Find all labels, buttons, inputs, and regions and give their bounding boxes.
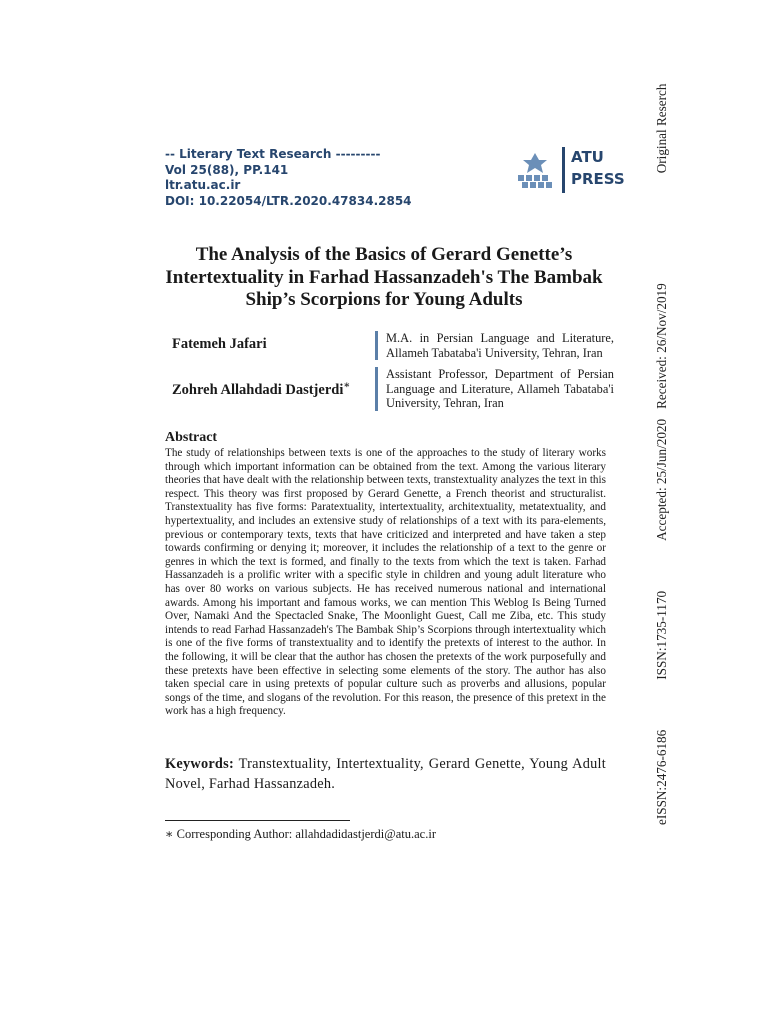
keywords [165, 754, 606, 794]
logo-divider [562, 147, 565, 193]
accepted-date: Accepted: 25/Jun/2020 [654, 418, 669, 541]
journal-series-line: -- Literary Text Research --------- [165, 147, 381, 161]
logo-press-text: PRESS [571, 170, 625, 188]
journal-website: ltr.atu.ac.ir [165, 178, 241, 192]
keywords-label: Keywords: [165, 756, 234, 772]
atu-emblem-icon [514, 151, 556, 189]
footnote-divider [165, 820, 350, 821]
keywords-text: Transtextuality, Intertextuality, Gerard Genette, Young Adult Novel, Farhad Hassanzadeh. [165, 756, 606, 792]
journal-doi: DOI: 10.22054/LTR.2020.47834.2854 [165, 193, 412, 208]
author-affiliation: M.A. in Persian Language and Literature, Allameh Tabataba'i University, Tehran, Iran [375, 331, 614, 360]
corresponding-author-footnote: ∗ Corresponding Author: allahdadidastjerdi@atu.ac.ir [165, 827, 436, 841]
publisher-logo [514, 147, 624, 193]
paper-title: The Analysis of the Basics of Gerard Genette’s Intertextuality in Farhad Hassanzadeh's The Bambak Ship’s Scorpions for Young Adults [165, 244, 603, 310]
abstract-heading: Abstract [165, 430, 218, 445]
logo-atu-text: ATU [571, 148, 604, 166]
journal-header [165, 147, 465, 209]
corresponding-marker: ∗ [343, 380, 351, 391]
abstract-body: The study of relationships between texts is one of the approaches to the study of literary works through which important information can be obtained from the text. Among the various literary theories that have dealt with the relationship between texts, transtextuality analyzes the text in this respect. This theory was first proposed by Gerard Genette, a French theorist and structuralist. Transtextuality has five forms: Paratextuality, intertextuality, architextuality, metatextuality, and hypertextuality, and includes an extensive study of relationships of a text with its para-elements, previous or contemporary texts, texts that have criticized and interpreted and have taken a step towards confirming or denying it; moreover, it includes the relationship of a text to the genre or genres in which the text is formed, and finally to the texts from which the text is taken. Farhad Hassanzadeh is a prolific writer with a specific style in children and young adult literature who has over 80 works on various subjects. He has received numerous national and international awards. Among his important and famous works, we can mention This Weblog Is Being Turned Over, Namaki And the Spectacled Snake, The Moonlight Guest, Call me Ziba, etc. This study intends to read Farhad Hassanzadeh's The Bambak Ship’s Scorpions through intertextuality which is one of the five forms of transtextuality and to identify the pretexts of interest to the author. In the following, it will be clear that the author has chosen the pretexts of the work purposefully and these pretexts have been effective in selecting some elements of the story. The author has also taken special care in using pretexts of popular culture such as proverbs and allusions, popular songs of the time, and slogans of the revolution. For this reason, the presence of this pretext in the work has a high frequency. [165, 447, 606, 718]
received-date: Received: 26/Nov/2019 [654, 283, 669, 409]
eissn: eISSN:2476-6186 [654, 729, 669, 825]
author-name: Zohreh Allahdadi Dastjerdi∗ [172, 380, 351, 398]
author-affiliation: Assistant Professor, Department of Persian Language and Literature, Allameh Tabataba'i University, Tehran, Iran [375, 367, 614, 411]
author-name: Fatemeh Jafari [172, 336, 267, 352]
journal-volume-pages: Vol 25(88), PP.141 [165, 162, 289, 177]
issn: ISSN:1735-1170 [654, 590, 669, 680]
side-margin-info [654, 84, 670, 825]
article-type: Original Reserch [654, 83, 669, 174]
